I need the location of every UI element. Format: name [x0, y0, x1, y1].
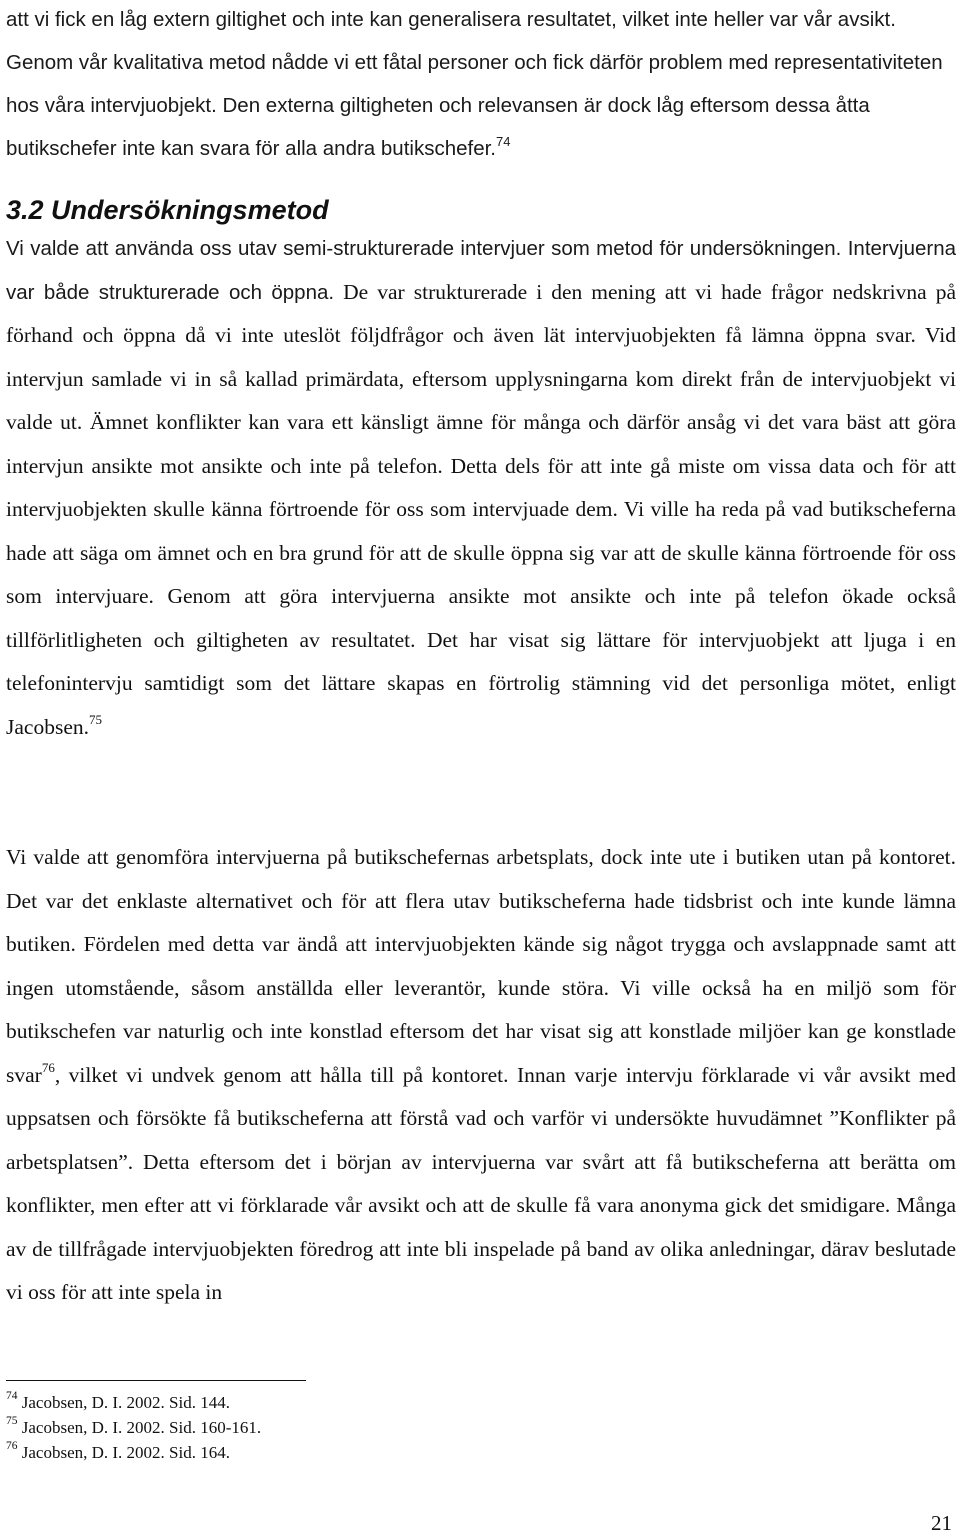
footnote-number: 74	[6, 1390, 18, 1403]
paragraph-location-text-b: , vilket vi undvek genom att hålla till på kontoret. Innan varje intervju förklarade vi vår avsikt med uppsatsen och försökte få butikscheferna att förstå vad och varför vi undersökte huvudämnet ”Konflikter på arbetsplatsen”. Detta eftersom det i början av intervjuerna var svårt att få butikscheferna att berätta om konflikter, men efter att vi förklarade vår avsikt och att de skulle få vara anonyma gick det smidigare. Många av de tillfrågade intervjuobjekten föredrog att inte bli inspelade på band av olika anledningar, därav beslutade vi oss för att inte spela in	[6, 1062, 956, 1304]
footnote-ref-76[interactable]: 76	[41, 1060, 55, 1076]
footnote-text: Jacobsen, D. I. 2002. Sid. 144.	[21, 1393, 230, 1412]
footnote-item	[6, 1415, 261, 1440]
paragraph-method-serif-part: De var strukturerade i den mening att vi hade frågor nedskrivna på förhand och öppna då vi inte uteslöt följdfrågor och även lät intervjuobjekten få lämna öppna svar. Vid intervjun samlade vi in så kallad primärdata, eftersom upplysningarna kom direkt från de intervjuobjekt vi valde ut. Ämnet konflikter kan vara ett känsligt ämne för många och därför ansåg vi det vara bäst att göra intervjun ansikte mot ansikte och inte på telefon. Detta dels för att inte gå miste om vissa data och för att intervjuobjekten skulle känna förtroende för oss som intervjuade dem. Vi ville ha reda på vad butikscheferna hade att säga om ämnet och en bra grund för att de skulle öppna sig var att de skulle känna förtroende för oss som intervjuare. Genom att göra intervjuerna ansikte mot ansikte och inte på telefon ökade också tillförlitligheten och giltigheten av resultatet. Det har visat sig lättare för intervjuobjekt att ljuga i en telefonintervju samtidigt som det lättare skapas en förtrolig stämning vid det personliga mötet, enligt Jacobsen.	[6, 279, 956, 739]
footnote-ref-75[interactable]: 75	[89, 712, 102, 728]
footnotes	[6, 1390, 261, 1465]
footnote-number: 75	[6, 1415, 18, 1428]
page-number: 21	[931, 1511, 952, 1535]
footnote-ref-74[interactable]: 74	[496, 134, 511, 150]
top-paragraph	[6, 0, 954, 170]
paragraph-method	[6, 227, 956, 749]
footnote-item	[6, 1390, 261, 1415]
footnote-number: 76	[6, 1440, 18, 1453]
footnote-text: Jacobsen, D. I. 2002. Sid. 164.	[21, 1443, 230, 1462]
section-heading: 3.2 Undersökningsmetod	[6, 195, 329, 225]
footnote-item	[6, 1440, 261, 1465]
paragraph-location-text-a: Vi valde att genomföra intervjuerna på butikschefernas arbetsplats, dock inte ute i butiken utan på kontoret. Det var det enklaste alternativet och för att flera utav butikscheferna hade tidsbrist och inte kunde lämna butiken. Fördelen med detta var ändå att intervjuobjekten kände sig något trygga och avslappnade samt att ingen utomstående, såsom anställda eller leverantör, kunde störa. Vi ville också ha en miljö som för butikschefen var naturlig och inte konstlad eftersom det har visat sig att konstlade miljöer kan ge konstlade svar	[6, 845, 956, 1087]
top-paragraph-text: att vi fick en låg extern giltighet och inte kan generalisera resultatet, vilket inte heller var vår avsikt. Genom vår kvalitativa metod nådde vi ett fåtal personer och fick därför problem med representativiteten hos våra intervjuobjekt. Den externa giltigheten och relevansen är dock låg eftersom dessa åtta butikschefer inte kan svara för alla andra butikschefer.	[6, 8, 943, 160]
paragraph-method-sans-part: Vi valde att använda oss utav semi-strukturerade intervjuer som metod för undersökningen. Intervjuerna var både strukturerade och öppna.	[6, 237, 956, 304]
paragraph-location	[6, 836, 956, 1315]
footnote-text: Jacobsen, D. I. 2002. Sid. 160-161.	[21, 1418, 262, 1437]
footnote-separator	[6, 1380, 306, 1381]
